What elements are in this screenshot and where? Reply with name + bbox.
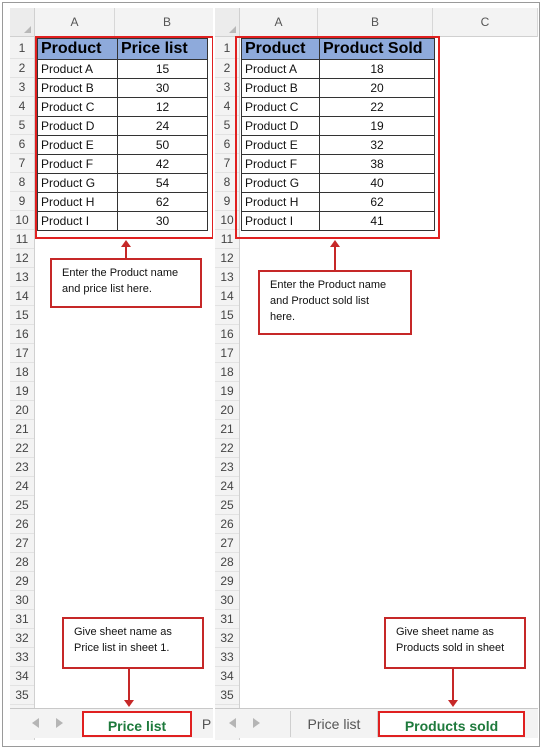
value-cell[interactable]: 19 (320, 117, 435, 136)
row-number[interactable]: 25 (215, 496, 239, 515)
product-cell[interactable]: Product F (38, 155, 118, 174)
row-number[interactable]: 25 (10, 496, 34, 515)
row-number[interactable]: 31 (215, 610, 239, 629)
scroll-right-icon[interactable] (56, 718, 63, 728)
product-cell[interactable]: Product A (38, 60, 118, 79)
row-number[interactable]: 13 (10, 268, 34, 287)
arrow-shaft (334, 246, 336, 271)
row-number[interactable]: 33 (215, 648, 239, 667)
row-number[interactable]: 15 (10, 306, 34, 325)
left-sheet-name-note: Give sheet name as Price list in sheet 1. (62, 617, 204, 669)
row-number[interactable]: 22 (10, 439, 34, 458)
tab-price-list[interactable]: Price list (290, 711, 378, 737)
product-cell[interactable]: Product I (242, 212, 320, 231)
row-number[interactable]: 14 (215, 287, 239, 306)
row-number[interactable]: 13 (215, 268, 239, 287)
value-cell[interactable]: 30 (118, 212, 208, 231)
value-cell[interactable]: 62 (320, 193, 435, 212)
row-number[interactable]: 8 (215, 173, 239, 192)
row-number[interactable]: 21 (215, 420, 239, 439)
row-number[interactable]: 30 (215, 591, 239, 610)
row-number[interactable]: 27 (215, 534, 239, 553)
row-number[interactable]: 35 (215, 686, 239, 705)
row-number[interactable]: 5 (215, 116, 239, 135)
tab-next-partial[interactable]: P (201, 716, 212, 732)
header-cell-price-list[interactable]: Price list (118, 39, 208, 60)
value-cell[interactable]: 38 (320, 155, 435, 174)
row-number[interactable]: 26 (10, 515, 34, 534)
scroll-left-icon[interactable] (32, 718, 39, 728)
row-number[interactable]: 3 (10, 78, 34, 97)
header-cell-product-sold[interactable]: Product Sold (320, 39, 435, 60)
row-number[interactable]: 16 (10, 325, 34, 344)
row-number[interactable]: 21 (10, 420, 34, 439)
row-number[interactable]: 19 (215, 382, 239, 401)
row-number[interactable]: 24 (10, 477, 34, 496)
product-cell[interactable]: Product E (38, 136, 118, 155)
row-number[interactable]: 9 (215, 192, 239, 211)
row-number[interactable]: 17 (10, 344, 34, 363)
arrow-down-icon (124, 700, 134, 707)
value-cell[interactable]: 32 (320, 136, 435, 155)
row-number[interactable]: 1 (10, 37, 34, 59)
value-cell[interactable]: 54 (118, 174, 208, 193)
tab-price-list[interactable]: Price list (82, 711, 192, 737)
row-number[interactable]: 20 (215, 401, 239, 420)
product-cell[interactable]: Product E (242, 136, 320, 155)
row-number[interactable]: 10 (10, 211, 34, 230)
value-cell[interactable]: 40 (320, 174, 435, 193)
row-number[interactable]: 35 (10, 686, 34, 705)
product-cell[interactable]: Product F (242, 155, 320, 174)
row-header-bar (10, 37, 35, 740)
row-number[interactable]: 30 (10, 591, 34, 610)
scroll-right-icon[interactable] (253, 718, 260, 728)
row-number[interactable]: 26 (215, 515, 239, 534)
row-number[interactable]: 12 (10, 249, 34, 268)
column-header-bar (35, 8, 220, 37)
column-header-bar (240, 8, 538, 37)
product-cell[interactable]: Product A (242, 60, 320, 79)
value-cell[interactable]: 62 (118, 193, 208, 212)
row-number[interactable]: 14 (10, 287, 34, 306)
left-instruction-note: Enter the Product name and price list here. (50, 258, 202, 308)
value-cell[interactable]: 18 (320, 60, 435, 79)
column-header-a[interactable]: A (240, 8, 318, 37)
sheet-divider (213, 8, 215, 740)
value-cell[interactable]: 15 (118, 60, 208, 79)
row-number[interactable]: 18 (215, 363, 239, 382)
product-cell[interactable]: Product G (38, 174, 118, 193)
row-number[interactable]: 17 (215, 344, 239, 363)
arrow-shaft (125, 246, 127, 258)
row-number[interactable]: 24 (215, 477, 239, 496)
row-number[interactable]: 32 (215, 629, 239, 648)
product-cell[interactable]: Product C (38, 98, 118, 117)
row-number[interactable]: 16 (215, 325, 239, 344)
arrow-down-icon (448, 700, 458, 707)
row-number[interactable]: 28 (215, 553, 239, 572)
row-number[interactable]: 11 (215, 230, 239, 249)
row-number[interactable]: 23 (215, 458, 239, 477)
left-table-highlight (35, 36, 214, 239)
tab-products-sold[interactable]: Products sold (378, 711, 525, 737)
row-number[interactable]: 19 (10, 382, 34, 401)
row-number[interactable]: 34 (215, 667, 239, 686)
right-table-highlight (235, 36, 440, 239)
row-number[interactable]: 34 (10, 667, 34, 686)
value-cell[interactable]: 12 (118, 98, 208, 117)
product-cell[interactable]: Product G (242, 174, 320, 193)
product-cell[interactable]: Product H (242, 193, 320, 212)
row-number[interactable]: 6 (215, 135, 239, 154)
value-cell[interactable]: 24 (118, 117, 208, 136)
value-cell[interactable]: 30 (118, 79, 208, 98)
header-cell-product[interactable]: Product (38, 39, 118, 60)
row-number[interactable]: 28 (10, 553, 34, 572)
row-number[interactable]: 20 (10, 401, 34, 420)
left-sheet-tab-bar (10, 708, 213, 738)
right-sheet-name-note: Give sheet name as Products sold in sheet (384, 617, 526, 669)
right-instruction-note: Enter the Product name and Product sold list here. (258, 270, 412, 335)
row-number[interactable]: 6 (10, 135, 34, 154)
row-number[interactable]: 18 (10, 363, 34, 382)
scroll-left-icon[interactable] (229, 718, 236, 728)
row-number[interactable]: 4 (10, 97, 34, 116)
row-number[interactable]: 7 (10, 154, 34, 173)
value-cell[interactable]: 20 (320, 79, 435, 98)
row-number[interactable]: 12 (215, 249, 239, 268)
row-number[interactable]: 15 (215, 306, 239, 325)
row-number[interactable]: 31 (10, 610, 34, 629)
product-cell[interactable]: Product I (38, 212, 118, 231)
select-all-corner[interactable] (215, 8, 240, 37)
row-number[interactable]: 3 (215, 78, 239, 97)
product-cell[interactable]: Product B (242, 79, 320, 98)
row-number[interactable]: 2 (215, 59, 239, 78)
product-cell[interactable]: Product D (38, 117, 118, 136)
row-number[interactable]: 23 (10, 458, 34, 477)
row-number[interactable]: 4 (215, 97, 239, 116)
column-header-b[interactable]: B (318, 8, 433, 37)
row-number[interactable]: 11 (10, 230, 34, 249)
product-cell[interactable]: Product B (38, 79, 118, 98)
product-cell[interactable]: Product C (242, 98, 320, 117)
row-number[interactable]: 10 (215, 211, 239, 230)
row-number[interactable]: 22 (215, 439, 239, 458)
row-number[interactable]: 29 (10, 572, 34, 591)
column-header-b[interactable]: B (115, 8, 220, 37)
header-cell-product[interactable]: Product (242, 39, 320, 60)
arrow-shaft (452, 669, 454, 701)
row-number[interactable]: 2 (10, 59, 34, 78)
value-cell[interactable]: 22 (320, 98, 435, 117)
row-number[interactable]: 8 (10, 173, 34, 192)
row-number[interactable]: 9 (10, 192, 34, 211)
column-header-c[interactable]: C (433, 8, 538, 37)
column-header-a[interactable]: A (35, 8, 115, 37)
row-number[interactable]: 29 (215, 572, 239, 591)
row-number[interactable]: 32 (10, 629, 34, 648)
value-cell[interactable]: 50 (118, 136, 208, 155)
row-number[interactable]: 27 (10, 534, 34, 553)
product-cell[interactable]: Product H (38, 193, 118, 212)
right-sheet-tab-bar (215, 708, 538, 738)
value-cell[interactable]: 41 (320, 212, 435, 231)
product-cell[interactable]: Product D (242, 117, 320, 136)
arrow-shaft (128, 669, 130, 701)
select-all-corner[interactable] (10, 8, 35, 37)
row-number[interactable]: 5 (10, 116, 34, 135)
row-number[interactable]: 1 (215, 37, 239, 59)
value-cell[interactable]: 42 (118, 155, 208, 174)
row-number[interactable]: 33 (10, 648, 34, 667)
row-number[interactable]: 7 (215, 154, 239, 173)
